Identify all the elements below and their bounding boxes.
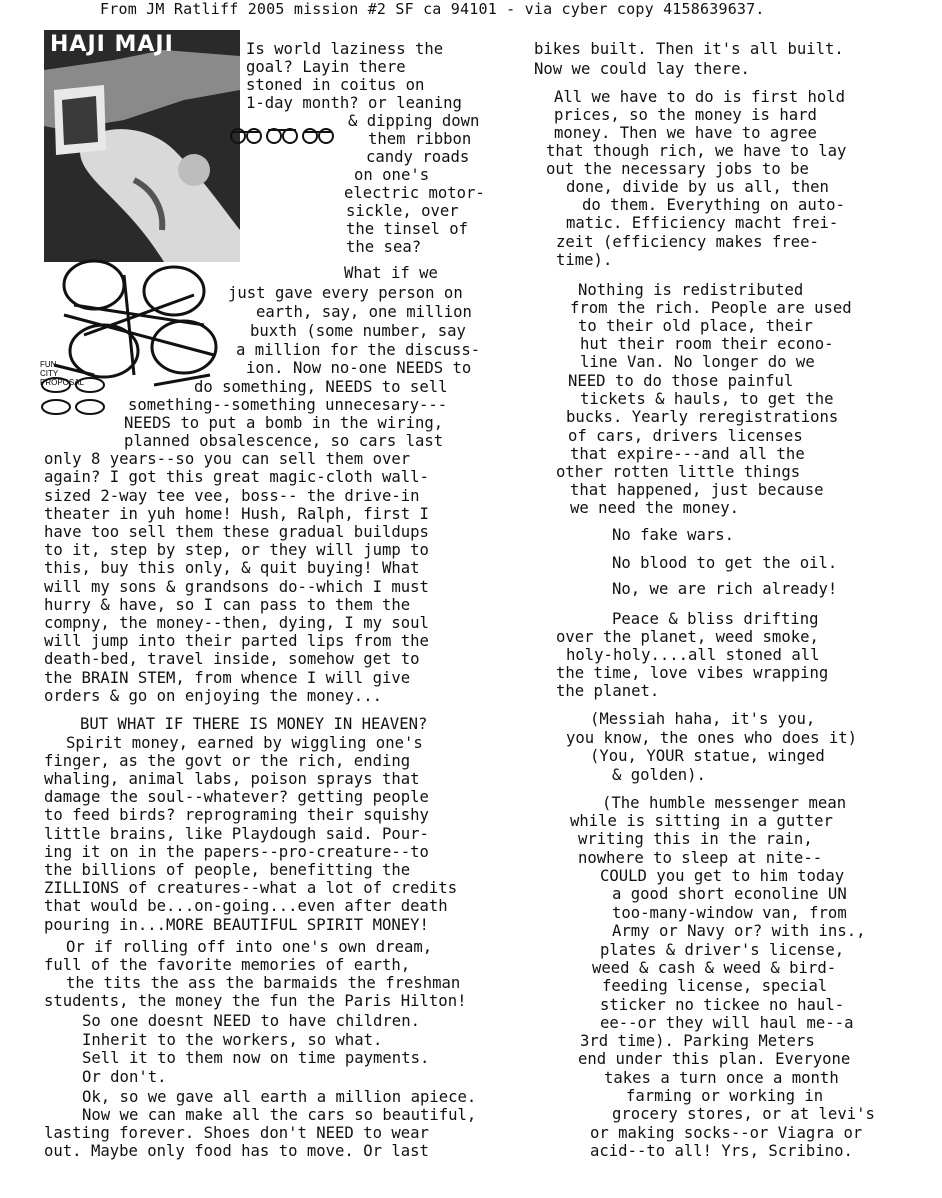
right-column-line: No blood to get the oil. <box>612 554 838 572</box>
right-column-line: that though rich, we have to lay <box>546 142 847 160</box>
collage-figure <box>44 30 240 262</box>
left-column-line: stoned in coitus on <box>246 76 425 94</box>
left-column-line: compny, the money--then, dying, I my soul <box>44 614 429 632</box>
right-column-line: Peace & bliss drifting <box>612 610 819 628</box>
left-column-line: death-bed, travel inside, somehow get to <box>44 650 420 668</box>
left-column-line: theater in yuh home! Hush, Ralph, first I <box>44 505 429 523</box>
left-column-line: Inherit to the workers, so what. <box>82 1031 383 1049</box>
right-column-line: you know, the ones who does it) <box>566 729 858 747</box>
left-column-line: again? I got this great magic-cloth wall- <box>44 468 429 486</box>
left-column-line: full of the favorite memories of earth, <box>44 956 411 974</box>
right-column-line: too-many-window van, from <box>612 904 847 922</box>
left-column-line: whaling, animal labs, poison sprays that <box>44 770 420 788</box>
left-column-line: students, the money the fun the Paris Hilton! <box>44 992 467 1010</box>
left-column-line: will my sons & grandsons do--which I must <box>44 578 429 596</box>
right-column-line: that expire---and all the <box>570 445 805 463</box>
left-column-line: & dipping down <box>348 112 480 130</box>
right-column-line: holy-holy....all stoned all <box>566 646 820 664</box>
right-column-line: ee--or they will haul me--a <box>600 1014 854 1032</box>
right-column-line: done, divide by us all, then <box>566 178 829 196</box>
right-column-line: Now we could lay there. <box>534 60 750 78</box>
right-column-line: All we have to do is first hold <box>554 88 846 106</box>
left-column-line: goal? Layin there <box>246 58 406 76</box>
left-column-line: buxth (some number, say <box>250 322 466 340</box>
right-column-line: (Messiah haha, it's you, <box>590 710 816 728</box>
right-column-line: the planet. <box>556 682 660 700</box>
left-column-line: ion. Now no-one NEEDS to <box>246 359 472 377</box>
right-column-line: a good short econoline UN <box>612 885 847 903</box>
left-column-line: to it, step by step, or they will jump to <box>44 541 429 559</box>
left-column-line: the BRAIN STEM, from whence I will give <box>44 669 411 687</box>
right-column-line: line Van. No longer do we <box>580 353 815 371</box>
right-column-line: we need the money. <box>570 499 739 517</box>
left-column-line: What if we <box>344 264 438 282</box>
left-column-line: to feed birds? reprograming their squishy <box>44 806 429 824</box>
left-column-line: Or if rolling off into one's own dream, <box>66 938 433 956</box>
left-column-line: the sea? <box>346 238 422 256</box>
left-column-line: do something, NEEDS to sell <box>194 378 448 396</box>
right-column-line: from the rich. People are used <box>570 299 852 317</box>
left-column-line: a million for the discuss- <box>236 341 481 359</box>
right-column-line: that happened, just because <box>570 481 824 499</box>
left-column-line: have too sell them these gradual buildups <box>44 523 429 541</box>
right-column-line: end under this plan. Everyone <box>578 1050 851 1068</box>
left-column-line: them ribbon <box>368 130 472 148</box>
left-column-line: BUT WHAT IF THERE IS MONEY IN HEAVEN? <box>80 715 428 733</box>
right-column-line: time). <box>556 251 613 269</box>
left-column-line: the billions of people, benefitting the <box>44 861 411 879</box>
left-column-line: will jump into their parted lips from the <box>44 632 429 650</box>
right-column-line: writing this in the rain, <box>578 830 813 848</box>
left-column-line: ing it on in the papers--pro-creature--to <box>44 843 429 861</box>
left-column-line: something--something unnecesary--- <box>128 396 448 414</box>
caption-proposal: PROPOSAL <box>40 378 85 387</box>
right-column-line: hut their room their econo- <box>580 335 834 353</box>
right-column-line: plates & driver's license, <box>600 941 845 959</box>
right-column-line: bikes built. Then it's all built. <box>534 40 844 58</box>
right-column-line: feeding license, special <box>602 977 828 995</box>
right-column-line: bucks. Yearly reregistrations <box>566 408 839 426</box>
left-column-line: Or don't. <box>82 1068 167 1086</box>
right-column-line: & golden). <box>612 766 706 784</box>
left-column-line: planned obsalescence, so cars last <box>124 432 444 450</box>
left-column-line: ZILLIONS of creatures--what a lot of credits <box>44 879 458 897</box>
right-column-line: nowhere to sleep at nite-- <box>578 849 823 867</box>
right-column-line: acid--to all! Yrs, Scribino. <box>590 1142 853 1160</box>
left-column-line: Ok, so we gave all earth a million apiece. <box>82 1088 477 1106</box>
left-column-line: that would be...on-going...even after death <box>44 897 448 915</box>
right-column-line: Nothing is redistributed <box>578 281 804 299</box>
right-column-line: takes a turn once a month <box>604 1069 839 1087</box>
right-column-line: (You, YOUR statue, winged <box>590 747 825 765</box>
left-column-line: finger, as the govt or the rich, ending <box>44 752 411 770</box>
art-title: HAJI MAJI <box>50 32 174 57</box>
caption-fun: FUN <box>40 360 57 369</box>
right-column-line: weed & cash & weed & bird- <box>592 959 837 977</box>
left-column-line: 1-day month? or leaning <box>246 94 462 112</box>
cars-doodle <box>228 120 338 148</box>
header-line: From JM Ratliff 2005 mission #2 SF ca 94101 - via cyber copy 4158639637. <box>100 0 765 18</box>
right-column-line: 3rd time). Parking Meters <box>580 1032 815 1050</box>
left-column-line: damage the soul--whatever? getting people <box>44 788 429 806</box>
right-column-line: No, we are rich already! <box>612 580 838 598</box>
right-column-line: prices, so the money is hard <box>554 106 817 124</box>
left-column-line: sickle, over <box>346 202 459 220</box>
right-column-line: matic. Efficiency macht frei- <box>566 214 839 232</box>
left-column-line: hurry & have, so I can pass to them the <box>44 596 411 614</box>
left-column-line: lasting forever. Shoes don't NEED to wear <box>44 1124 429 1142</box>
left-column-line: orders & go on enjoying the money... <box>44 687 382 705</box>
right-column-line: of cars, drivers licenses <box>568 427 803 445</box>
left-column-line: electric motor- <box>344 184 485 202</box>
right-column-line: sticker no tickee no haul- <box>600 996 845 1014</box>
right-column-line: do them. Everything on auto- <box>582 196 845 214</box>
left-column-line: the tits the ass the barmaids the freshman <box>66 974 461 992</box>
left-column-line: out. Maybe only food has to move. Or last <box>44 1142 429 1160</box>
left-column-line: Now we can make all the cars so beautiful, <box>82 1106 477 1124</box>
right-column-line: over the planet, weed smoke, <box>556 628 819 646</box>
right-column-line: the time, love vibes wrapping <box>556 664 829 682</box>
right-column-line: while is sitting in a gutter <box>570 812 833 830</box>
left-column-line: Sell it to them now on time payments. <box>82 1049 430 1067</box>
right-column-line: (The humble messenger mean <box>602 794 847 812</box>
right-column-line: other rotten little things <box>556 463 801 481</box>
left-column-line: little brains, like Playdough said. Pour- <box>44 825 429 843</box>
right-column-line: farming or working in <box>626 1087 824 1105</box>
left-column-line: So one doesnt NEED to have children. <box>82 1012 420 1030</box>
right-column-line: NEED to do those painful <box>568 372 794 390</box>
right-column-line: tickets & hauls, to get the <box>580 390 834 408</box>
right-column-line: Army or Navy or? with ins., <box>612 922 866 940</box>
left-column-line: earth, say, one million <box>256 303 472 321</box>
left-column-line: pouring in...MORE BEAUTIFUL SPIRIT MONEY! <box>44 916 429 934</box>
collage-image <box>44 30 240 262</box>
right-column-line: No fake wars. <box>612 526 735 544</box>
left-column-line: sized 2-way tee vee, boss-- the drive-in <box>44 487 420 505</box>
right-column-line: to their old place, their <box>578 317 813 335</box>
left-column-line: Is world laziness the <box>246 40 444 58</box>
left-column-line: only 8 years--so you can sell them over <box>44 450 411 468</box>
right-column-line: grocery stores, or at levi's <box>612 1105 875 1123</box>
left-column-line: this, buy this only, & quit buying! What <box>44 559 420 577</box>
right-column-line: zeit (efficiency makes free- <box>556 233 819 251</box>
left-column-line: candy roads <box>366 148 470 166</box>
caption-city: CITY <box>40 369 59 378</box>
right-column-line: or making socks--or Viagra or <box>590 1124 863 1142</box>
left-column-line: NEEDS to put a bomb in the wiring, <box>124 414 444 432</box>
right-column-line: money. Then we have to agree <box>554 124 817 142</box>
left-column-line: Spirit money, earned by wiggling one's <box>66 734 423 752</box>
left-column-line: the tinsel of <box>346 220 469 238</box>
left-column-line: just gave every person on <box>228 284 463 302</box>
right-column-line: out the necessary jobs to be <box>546 160 809 178</box>
left-column-line: on one's <box>354 166 430 184</box>
right-column-line: COULD you get to him today <box>600 867 845 885</box>
